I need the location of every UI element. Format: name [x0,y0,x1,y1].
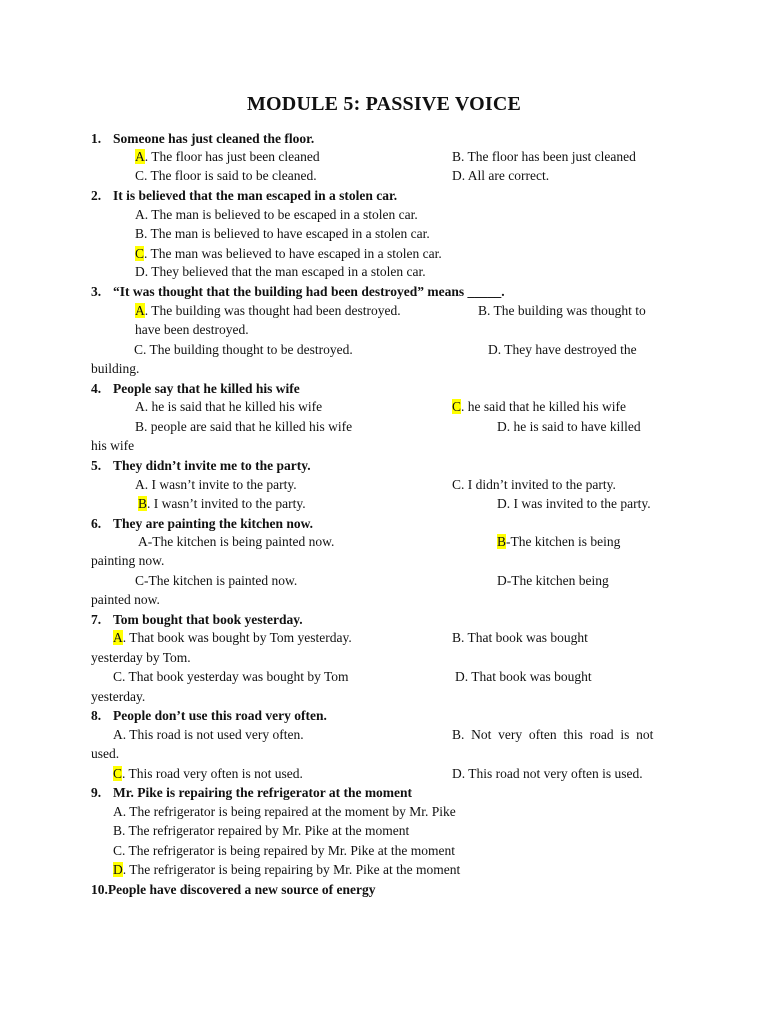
question-text: They didn’t invite me to the party. [113,458,311,473]
option-text: . The refrigerator is being repairing by Mr. Pike at the moment [122,862,461,877]
q5-option-b [138,495,306,513]
q6-option-c: C-The kitchen is painted now. [135,573,298,588]
answer-highlight: B [497,534,507,549]
q1-option-c: C. The floor is said to be cleaned. [135,168,317,183]
q3-option-d-continued: building. [91,361,140,376]
q4-option-a: A. he is said that he killed his wife [135,399,323,414]
q5-option-d: D. I was invited to the party. [497,496,651,511]
q8-option-c [113,765,303,783]
question-text: It is believed that the man escaped in a stolen car. [113,188,398,203]
question-text: Someone has just cleaned the floor. [113,131,315,146]
answer-highlight: C [452,399,462,414]
question-3 [91,283,505,301]
q1-option-b: B. The floor has been just cleaned [452,149,636,164]
q4-option-d: D. he is said to have killed [497,419,641,434]
question-number: 4. [91,381,102,396]
page-title: MODULE 5: PASSIVE VOICE [246,93,522,115]
q9-option-d [113,861,460,879]
q2-option-d: D. They believed that the man escaped in a stolen car. [135,264,426,279]
question-text: Mr. Pike is repairing the refrigerator at the moment [113,785,413,800]
answer-highlight: B [138,496,148,511]
q9-option-b: B. The refrigerator repaired by Mr. Pike at the moment [113,823,410,838]
q7-option-b: B. That book was bought [452,630,588,645]
answer-highlight: A [113,630,123,645]
q6-option-d: D-The kitchen being [497,573,609,588]
option-text: . The floor has just been cleaned [144,149,320,164]
question-number: 8. [91,708,102,723]
answer-highlight: C [113,766,123,781]
q1-option-d: D. All are correct. [452,168,550,183]
q3-option-b: B. The building was thought to [478,303,646,318]
q4-option-c [452,398,626,416]
question-number: 1. [91,131,102,146]
question-number: 3. [91,284,102,299]
q9-option-a: A. The refrigerator is being repaired at the moment by Mr. Pike [113,804,456,819]
q7-option-c: C. That book yesterday was bought by Tom [113,669,349,684]
question-2 [91,187,397,205]
q9-option-c: C. The refrigerator is being repaired by Mr. Pike at the moment [113,843,456,858]
q1-option-a [135,148,320,166]
q8-option-b: B. Not very often this road is not [452,727,654,742]
q6-option-b [497,533,620,551]
question-5 [91,457,311,475]
q5-option-c: C. I didn’t invited to the party. [452,477,616,492]
question-number: 9. [91,785,102,800]
q2-option-b: B. The man is believed to have escaped in a stolen car. [135,226,430,241]
answer-highlight: C [135,246,145,261]
question-10 [91,881,375,899]
q3-option-c: C. The building thought to be destroyed. [134,342,353,357]
answer-highlight: A [135,303,145,318]
q4-option-d-continued: his wife [91,438,135,453]
answer-highlight: D [113,862,123,877]
option-text: -The kitchen is being [506,534,621,549]
question-number: 10. [91,882,108,897]
q3-option-b-continued: have been destroyed. [135,322,249,337]
question-text: “It was thought that the building had been destroyed” means _____. [113,284,505,299]
q7-option-d-continued: yesterday. [91,689,146,704]
option-text: . This road very often is not used. [122,766,303,781]
q3-option-a [135,302,401,320]
question-7 [91,611,303,629]
q3-option-d: D. They have destroyed the [488,342,637,357]
q6-option-d-continued: painted now. [91,592,160,607]
q7-option-d: D. That book was bought [455,669,592,684]
option-text: . he said that he killed his wife [461,399,626,414]
q6-option-a: A-The kitchen is being painted now. [138,534,335,549]
question-number: 7. [91,612,102,627]
option-text: . I wasn’t invited to the party. [147,496,306,511]
answer-highlight: A [135,149,145,164]
question-1 [91,130,314,148]
question-text: Tom bought that book yesterday. [113,612,303,627]
q6-option-b-continued: painting now. [91,553,165,568]
q8-option-a: A. This road is not used very often. [113,727,304,742]
question-text: People say that he killed his wife [113,381,300,396]
q2-option-a: A. The man is believed to be escaped in a stolen car. [135,207,418,222]
question-number: 6. [91,516,102,531]
question-text: People have discovered a new source of energy [107,882,376,897]
q7-option-a [113,629,352,647]
option-text: . The building was thought had been destroyed. [144,303,401,318]
question-text: People don’t use this road very often. [113,708,327,723]
option-text: . The man was believed to have escaped in a stolen car. [144,246,442,261]
q8-option-d: D. This road not very often is used. [452,766,643,781]
question-number: 2. [91,188,102,203]
question-8 [91,707,327,725]
question-number: 5. [91,458,102,473]
question-4 [91,380,300,398]
q4-option-b: B. people are said that he killed his wife [135,419,353,434]
question-6 [91,515,313,533]
q8-option-b-continued: used. [91,746,120,761]
question-9 [91,784,412,802]
option-text: . That book was bought by Tom yesterday. [122,630,352,645]
q7-option-b-continued: yesterday by Tom. [91,650,191,665]
q5-option-a: A. I wasn’t invite to the party. [135,477,297,492]
q2-option-c [135,245,442,263]
question-text: They are painting the kitchen now. [113,516,314,531]
